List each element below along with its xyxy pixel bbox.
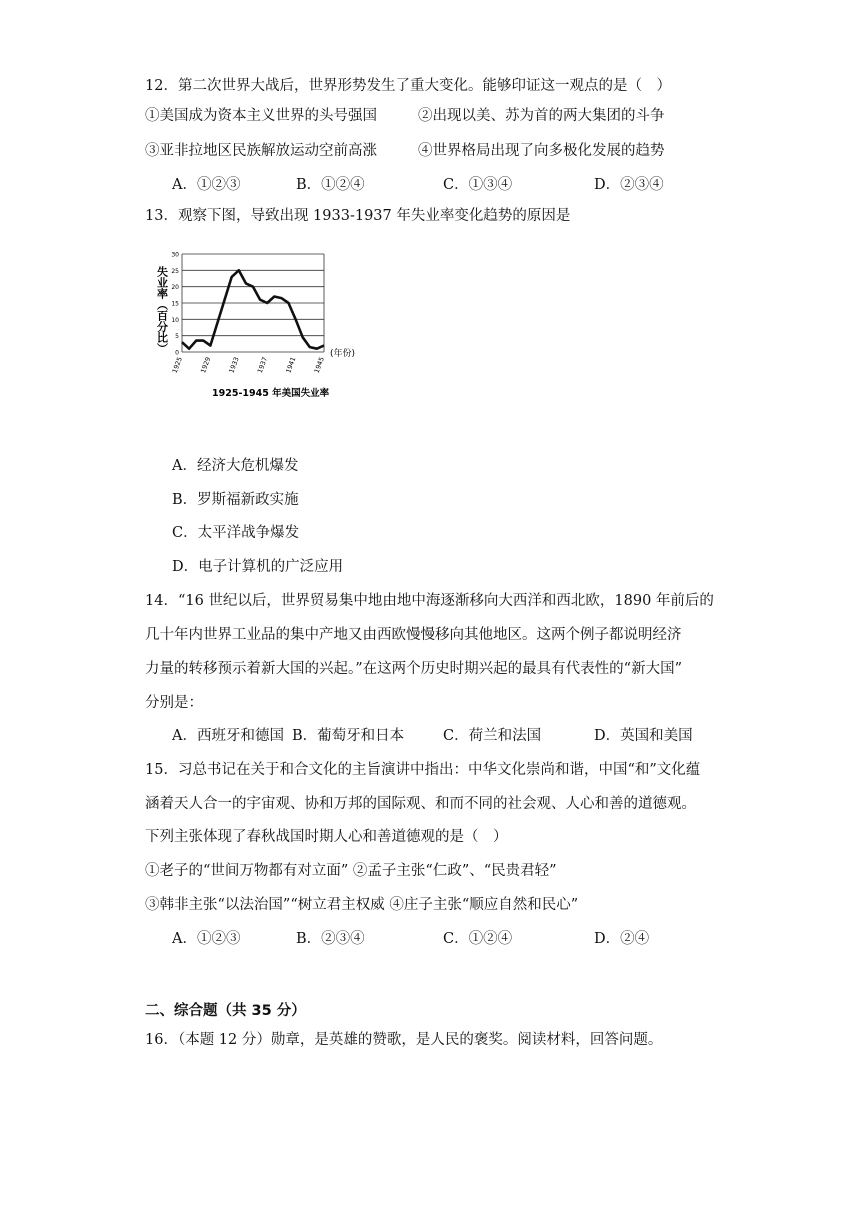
y-tick-label: 5 [175,333,179,341]
q12-option-b[interactable]: B．①②④ [296,177,365,193]
q13-option-d[interactable]: D．电子计算机的广泛应用 [172,559,344,575]
q15-option-c[interactable]: C．①②④ [443,931,513,947]
q15-line-3: 下列主张体现了春秋战国时期人心和善道德观的是（ ） [145,829,508,845]
q12-statement-2: ②出现以美、苏为首的两大集团的斗争 [418,108,665,124]
q15-option-d[interactable]: D．②④ [594,931,650,947]
q15-option-a[interactable]: A．①②③ [172,931,241,947]
y-tick-label: 15 [171,300,179,308]
chart-x-ticks [171,356,326,374]
chart-y-ticks [171,252,179,357]
y-tick-label: 0 [175,349,179,357]
y-tick-label: 30 [171,251,179,259]
q14-option-b[interactable]: B．葡萄牙和日本 [292,728,405,744]
q12-option-a[interactable]: A．①②③ [172,177,241,193]
x-tick-label: 1937 [255,355,270,375]
q15-line-2: 涵着天人合一的宇宙观、协和万邦的国际观、和而不同的社会观、人心和善的道德观。 [145,796,696,812]
q12-statement-1: ①美国成为资本主义世界的头号强国 [145,108,377,124]
y-tick-label: 25 [171,267,179,275]
q14-option-d[interactable]: D．英国和美国 [594,728,693,744]
chart-title: 1925-1945 年美国失业率 [212,388,330,399]
q14-line-3: 力量的转移预示着新大国的兴起。”在这两个历史时期兴起的最具有代表性的“新大国” [145,661,682,677]
q12-option-c[interactable]: C．①③④ [443,177,513,193]
q13-option-a[interactable]: A．经济大危机爆发 [172,458,299,474]
unemployment-series-line [182,270,324,348]
y-tick-label: 10 [171,316,179,324]
x-tick-label: 1933 [227,355,241,375]
q14-option-c[interactable]: C．荷兰和法国 [443,728,542,744]
unemployment-line-chart [150,246,356,406]
y-tick-label: 20 [171,284,179,292]
q13-option-b[interactable]: B．罗斯福新政实施 [172,492,299,508]
section-title: 二、综合题（共 35 分） [145,1003,306,1019]
q12-statement-3: ③亚非拉地区民族解放运动空前高涨 [145,143,377,159]
q12-stem: 12．第二次世界大战后，世界形势发生了重大变化。能够印证这一观点的是（ ） [145,78,671,94]
q16-stem: 16．（本题 12 分）勋章，是英雄的赞歌，是人民的褒奖。阅读材料，回答问题。 [145,1032,663,1048]
q14-option-a[interactable]: A．西班牙和德国 [172,728,284,744]
q13-option-c[interactable]: C．太平洋战争爆发 [172,525,300,541]
q15-option-b[interactable]: B．②③④ [296,931,365,947]
q14-line-4: 分别是： [145,695,203,711]
x-tick-label: 1945 [312,355,326,375]
chart-xlabel: (年份) [330,349,356,359]
q14-line-2: 几十年内世界工业品的集中产地又由西欧慢慢移向其他地区。这两个例子都说明经济 [145,627,682,643]
x-tick-label: 1929 [199,355,213,375]
q15-line-1: 15．习总书记在关于和合文化的主旨演讲中指出：中华文化崇尚和谐，中国“和”文化蕴 [145,762,701,778]
q15-statements-1-2: ①老子的“世间万物都有对立面” ②孟子主张“仁政”、“民贵君轻” [145,863,557,879]
q13-stem: 13．观察下图，导致出现 1933-1937 年失业率变化趋势的原因是 [145,208,571,224]
chart-ylabel: 失业率（百分比） [155,266,169,354]
q12-option-d[interactable]: D．②③④ [594,177,664,193]
q14-line-1: 14．“16 世纪以后，世界贸易集中地由地中海逐渐移向大西洋和西北欧，1890 年前后的 [145,593,714,609]
q12-statement-4: ④世界格局出现了向多极化发展的趋势 [418,143,665,159]
x-tick-label: 1941 [284,355,298,375]
x-tick-label: 1925 [170,355,184,375]
q15-statements-3-4: ③韩非主张“以法治国”“树立君主权威 ④庄子主张“顺应自然和民心” [145,897,579,913]
